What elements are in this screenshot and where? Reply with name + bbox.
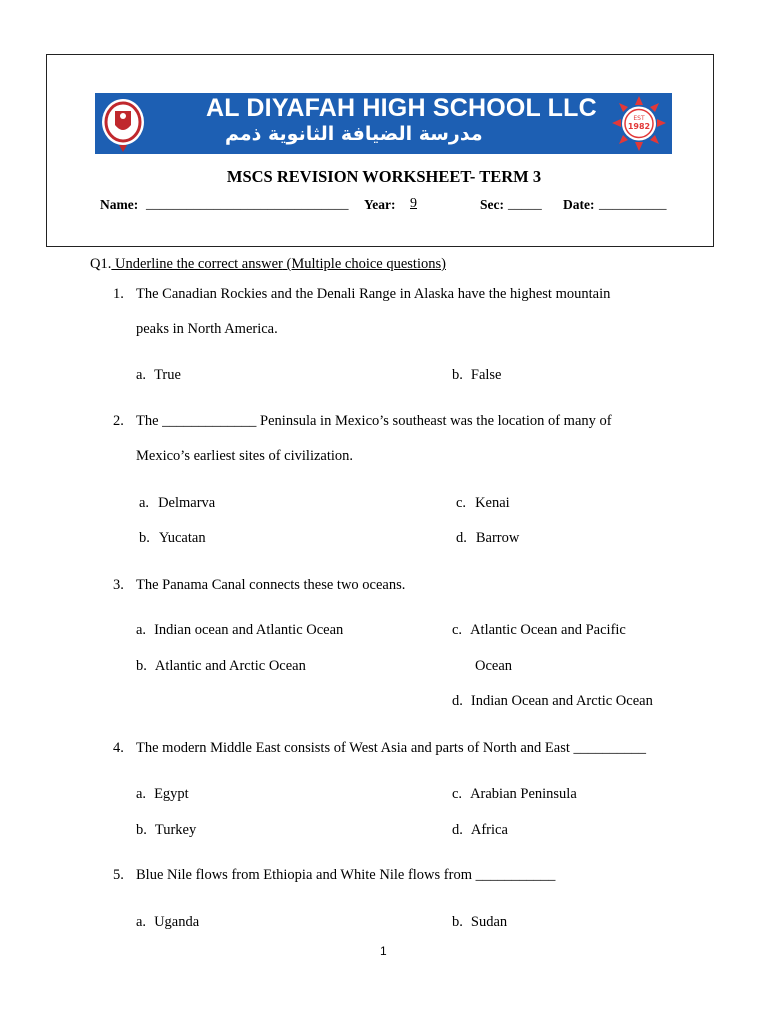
question-3-option-d[interactable] <box>452 693 653 710</box>
date-field[interactable]: __________ <box>599 196 667 211</box>
question-3-option-c-continued: Ocean <box>475 658 513 674</box>
option-text: Egypt <box>154 786 189 802</box>
year-label: Year: <box>364 197 396 212</box>
option-letter: b. <box>136 822 147 838</box>
question-4-option-c[interactable] <box>452 786 577 803</box>
option-text: False <box>470 367 502 383</box>
option-letter: b. <box>452 367 463 383</box>
option-letter: c. <box>452 786 463 802</box>
question-4-number: 4. <box>113 740 124 756</box>
question-2-option-b[interactable] <box>139 530 206 547</box>
option-letter: a. <box>136 786 147 802</box>
question-3-option-c[interactable] <box>452 622 626 639</box>
question-5-option-b[interactable] <box>452 914 507 931</box>
option-text: Yucatan <box>158 530 206 546</box>
question-1-text-line-1: The Canadian Rockies and the Denali Range in Alaska have the highest mountain <box>136 286 611 302</box>
option-text: Kenai <box>475 495 510 511</box>
section-number: Q1. <box>90 256 112 272</box>
question-2-text-line-2: Mexico’s earliest sites of civilization. <box>136 448 354 464</box>
school-crest-icon <box>100 95 146 152</box>
option-text: Africa <box>470 822 508 838</box>
option-letter: d. <box>456 530 467 546</box>
option-text: Atlantic Ocean and Pacific <box>470 622 626 638</box>
option-text: Sudan <box>470 914 508 930</box>
option-letter: a. <box>136 914 147 930</box>
question-4-option-a[interactable] <box>136 786 189 803</box>
question-2-option-a[interactable] <box>139 495 215 512</box>
question-4-option-b[interactable] <box>136 822 196 839</box>
year-value: 9 <box>410 196 417 211</box>
question-4-text-line-1: The modern Middle East consists of West Asia and parts of North and East __________ <box>136 740 647 756</box>
question-1-text-line-2: peaks in North America. <box>136 321 278 337</box>
school-banner <box>95 93 672 154</box>
question-2-text-line-1: The _____________ Peninsula in Mexico’s southeast was the location of many of <box>136 413 612 429</box>
question-1-option-a[interactable] <box>136 367 181 384</box>
option-text: Delmarva <box>158 495 216 511</box>
option-text: Arabian Peninsula <box>470 786 577 802</box>
option-letter: d. <box>452 822 463 838</box>
school-name-english: AL DIYAFAH HIGH SCHOOL LLC <box>206 94 597 122</box>
school-name-arabic: مدرسة الضيافة الثانوية ذمم <box>225 123 483 145</box>
question-3-text-line-1: The Panama Canal connects these two oceans. <box>136 577 406 593</box>
worksheet-title: MSCS REVISION WORKSHEET- TERM 3 <box>226 167 542 186</box>
page-number: 1 <box>380 944 387 958</box>
name-label: Name: <box>100 197 139 212</box>
question-1-number: 1. <box>113 286 124 302</box>
seal-est-label: EST <box>633 115 645 122</box>
option-letter: b. <box>452 914 463 930</box>
option-text: Indian Ocean and Arctic Ocean <box>470 693 653 709</box>
seal-year-label: 1982 <box>627 122 651 131</box>
question-3-option-b[interactable] <box>136 658 306 675</box>
question-2-option-d[interactable] <box>456 530 519 547</box>
question-1-option-b[interactable] <box>452 367 501 384</box>
option-text: Barrow <box>475 530 520 546</box>
sec-field[interactable]: _____ <box>508 196 542 211</box>
question-5-number: 5. <box>113 867 124 883</box>
question-3-number: 3. <box>113 577 124 593</box>
anniversary-seal-icon <box>611 95 667 152</box>
question-5-option-a[interactable] <box>136 914 199 931</box>
question-2-option-c[interactable] <box>456 495 510 512</box>
option-letter: c. <box>452 622 463 638</box>
question-5-text-line-1: Blue Nile flows from Ethiopia and White Nile flows from ___________ <box>136 867 556 883</box>
name-field[interactable]: ______________________________ <box>146 196 349 211</box>
option-letter: b. <box>136 658 147 674</box>
option-text: Atlantic and Arctic Ocean <box>154 658 306 674</box>
option-letter: a. <box>136 622 147 638</box>
option-letter: a. <box>136 367 147 383</box>
option-text: Uganda <box>154 914 200 930</box>
date-label: Date: <box>563 197 595 212</box>
option-letter: a. <box>139 495 150 511</box>
option-text: Indian ocean and Atlantic Ocean <box>154 622 344 638</box>
question-3-option-a[interactable] <box>136 622 343 639</box>
option-text: True <box>154 367 181 383</box>
option-letter: c. <box>456 495 467 511</box>
section-instruction: Underline the correct answer <box>111 256 283 272</box>
section-heading <box>90 256 446 273</box>
option-text: Turkey <box>154 822 197 838</box>
section-type: (Multiple choice questions) <box>282 256 446 272</box>
question-4-option-d[interactable] <box>452 822 508 839</box>
question-2-number: 2. <box>113 413 124 429</box>
option-letter: d. <box>452 693 463 709</box>
option-letter: b. <box>139 530 150 546</box>
sec-label: Sec: <box>480 197 504 212</box>
